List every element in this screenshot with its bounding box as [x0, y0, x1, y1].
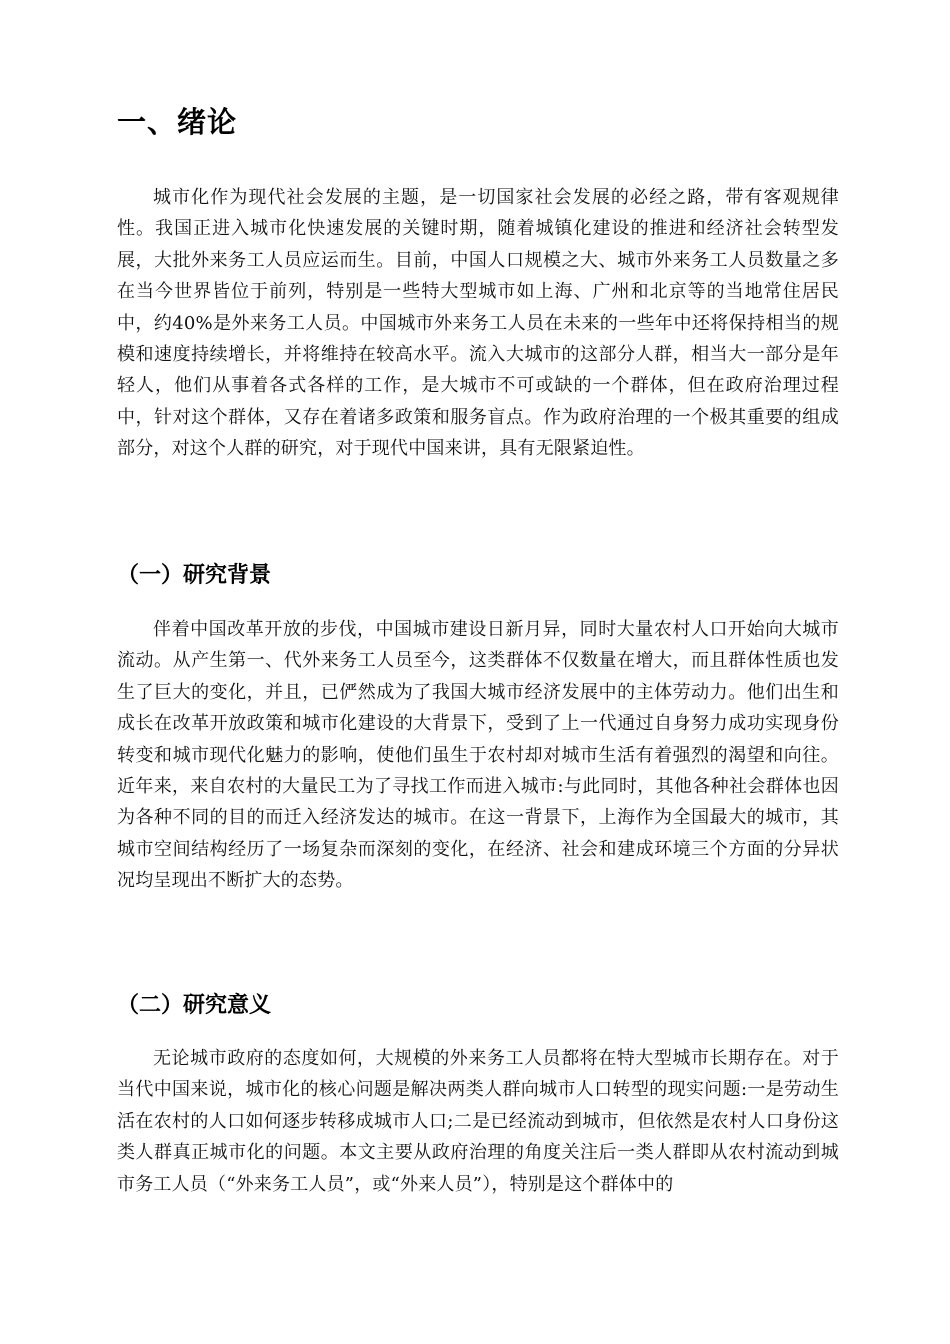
- significance-paragraph: 无论城市政府的态度如何，大规模的外来务工人员都将在特大型城市长期存在。对于当代中国来说，城市化的核心问题是解决两类人群向城市人口转型的现实问题:一是劳动生活在农村的人口如何逐步转移成城市人口;二是已经流动到城市，但依然是农村人口身份这类人群真正城市化的问题。本文主要从政府治理的角度关注后一类人群即从农村流动到城市务工人员（“外来务工人员”，或“外来人员”），特别是这个群体中的: [117, 1048, 839, 1195]
- intro-paragraph: 城市化作为现代社会发展的主题，是一切国家社会发展的必经之路，带有客观规律性。我国正进入城市化快速发展的关键时期，随着城镇化建设的推进和经济社会转型发展，大批外来务工人员应运而生。目前，中国人口规模之大、城市外来务工人员数量之多在当今世界皆位于前列，特别是一些特大型城市如上海、广州和北京等的当地常住居民中，约40%是外来务工人员。中国城市外来务工人员在未来的一些年中还将保持相当的规模和速度持续增长，并将维持在较高水平。流入大城市的这部分人群，相当大一部分是年轻人，他们从事着各式各样的工作，是大城市不可或缺的一个群体，但在政府治理过程中，针对这个群体，又存在着诸多政策和服务盲点。作为政府治理的一个极其重要的组成部分，对这个人群的研究，对于现代中国来讲，具有无限紧迫性。: [117, 187, 839, 460]
- chapter-heading: 一、绪论: [117, 105, 238, 139]
- background-paragraph: 伴着中国改革开放的步伐，中国城市建设日新月异，同时大量农村人口开始向大城市流动。从产生第一、代外来务工人员至今，这类群体不仅数量在增大，而且群体性质也发生了巨大的变化，并且，已俨然成为了我国大城市经济发展中的主体劳动力。他们出生和成长在改革开放政策和城市化建设的大背景下，受到了上一代通过自身努力成功实现身份转变和城市现代化魅力的影响，使他们虽生于农村却对城市生活有着强烈的渴望和向往。近年来，来自农村的大量民工为了寻找工作而进入城市:与此同时，其他各种社会群体也因为各种不同的目的而迁入经济发达的城市。在这一背景下，上海作为全国最大的城市，其城市空间结构经历了一场复杂而深刻的变化，在经济、社会和建成环境三个方面的分异状况均呈现出不断扩大的态势。: [117, 619, 839, 892]
- section-heading-significance: （二）研究意义: [117, 993, 272, 1018]
- section-heading-background: （一）研究背景: [117, 563, 272, 588]
